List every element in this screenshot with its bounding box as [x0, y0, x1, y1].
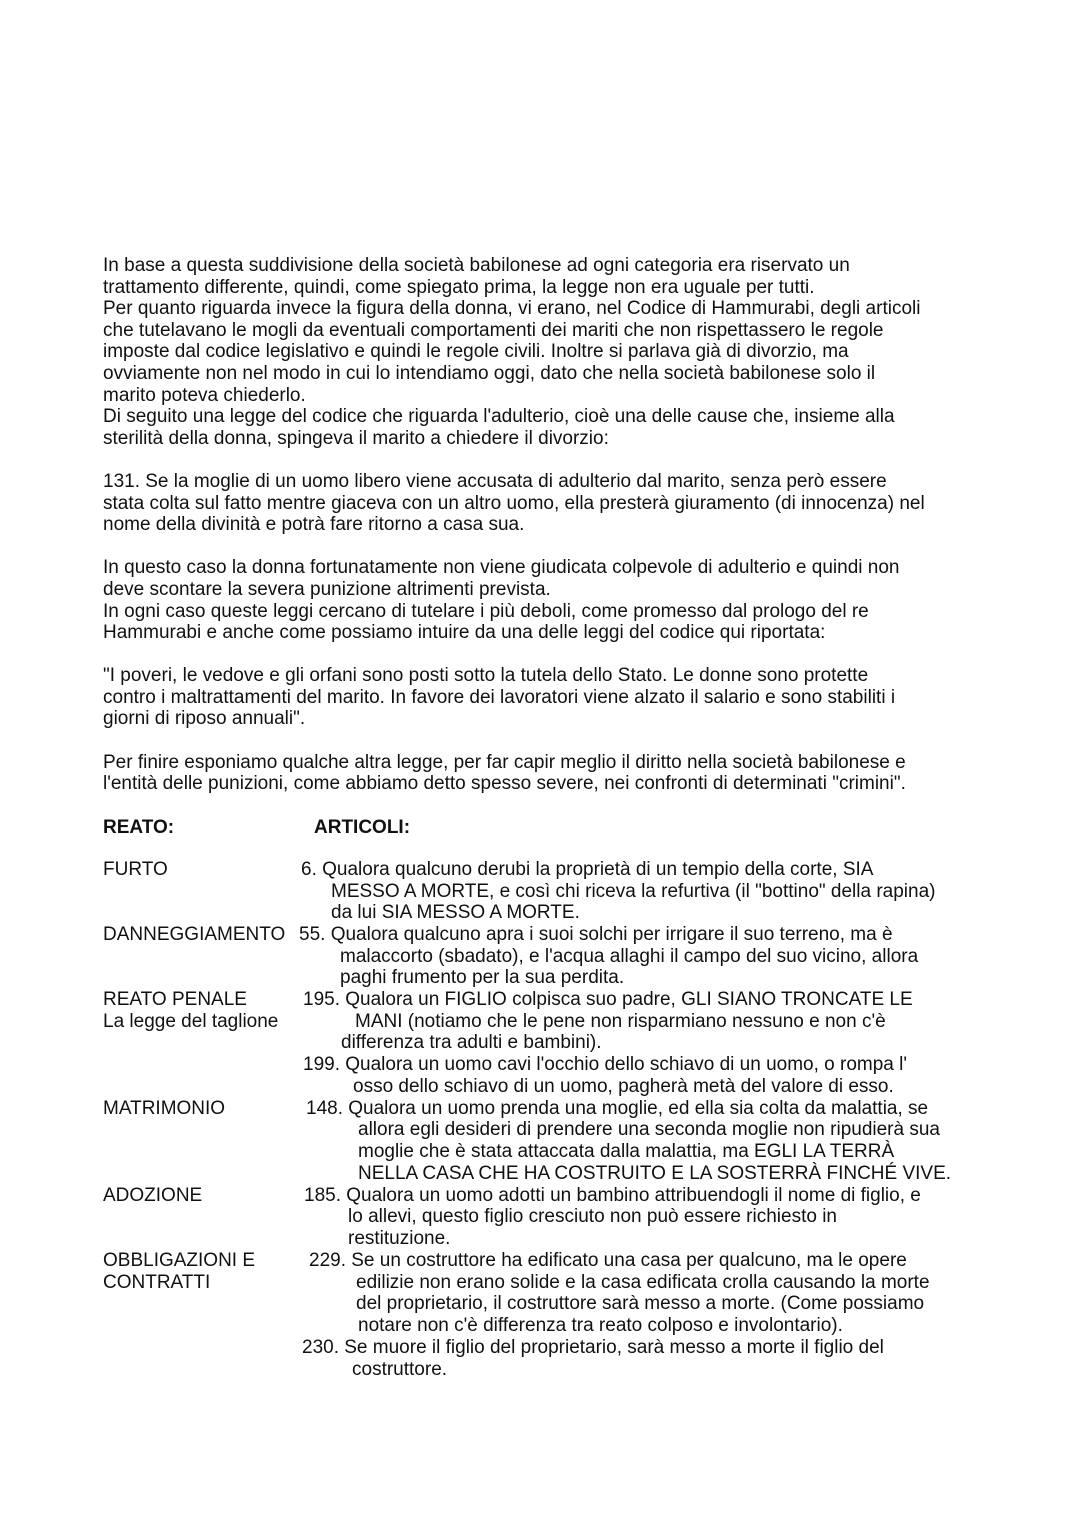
article-line: paghi frumento per la sua perdita.: [340, 967, 625, 989]
article-line: osso dello schiavo di un uomo, pagherà metà del valore di esso.: [353, 1076, 894, 1098]
article-line: 185. Qualora un uomo adotti un bambino attribuendogli il nome di figlio, e: [304, 1185, 921, 1207]
paragraph-gap: [103, 644, 983, 666]
article-line: MESSO A MORTE, e così chi riceva la refurtiva (il "bottino" della rapina): [331, 881, 936, 903]
article-line: notare non c'è differenza tra reato colposo e involontario).: [358, 1315, 843, 1337]
paragraph-commentary: [103, 557, 983, 643]
paragraph-quote: [103, 665, 983, 730]
paragraph-intro: [103, 255, 983, 449]
text-line: Per quanto riguarda invece la figura della donna, vi erano, nel Codice di Hammurabi, degli articoli: [103, 298, 921, 320]
header-articoli: ARTICOLI:: [314, 817, 411, 839]
crime-label: FURTO: [103, 859, 168, 881]
text-line: marito poteva chiederlo.: [103, 384, 306, 406]
article-line: NELLA CASA CHE HA COSTRUITO E LA SOSTERRÀ FINCHÉ VIVE.: [358, 1163, 952, 1185]
paragraph-gap: [103, 449, 983, 471]
article-line: del proprietario, il costruttore sarà messo a morte. (Come possiamo: [356, 1293, 925, 1315]
text-line: nome della divinità e potrà fare ritorno a casa sua.: [103, 514, 525, 536]
article-line: differenza tra adulti e bambini).: [341, 1032, 602, 1054]
paragraph-gap: [103, 536, 983, 558]
article-line: da lui SIA MESSO A MORTE.: [331, 902, 580, 924]
text-line: l'entità delle punizioni, come abbiamo detto spesso severe, nei confronti di determinati "crimini".: [103, 773, 906, 795]
crime-label: REATO PENALE: [103, 989, 247, 1011]
article-line: edilizie non erano solide e la casa edificata crolla causando la morte: [356, 1272, 930, 1294]
article-line: 199. Qualora un uomo cavi l'occhio dello schiavo di un uomo, o rompa l': [303, 1054, 907, 1076]
article-line: malaccorto (sbadato), e l'acqua allaghi il campo del suo vicino, allora: [340, 946, 919, 968]
text-line: "I poveri, le vedove e gli orfani sono posti sotto la tutela dello Stato. Le donne sono protette: [103, 665, 869, 687]
crime-label: DANNEGGIAMENTO: [103, 924, 286, 946]
article-line: 148. Qualora un uomo prenda una moglie, ed ella sia colta da malattia, se: [306, 1098, 929, 1120]
text-line: stata colta sul fatto mentre giaceva con un altro uomo, ella presterà giuramento (di innocenza) nel: [103, 492, 925, 514]
crime-label: ADOZIONE: [103, 1185, 203, 1207]
text-line: giorni di riposo annuali".: [103, 708, 306, 730]
article-line: lo allevi, questo figlio cresciuto non può essere richiesto in: [348, 1206, 837, 1228]
crime-label: MATRIMONIO: [103, 1098, 226, 1120]
crime-label: OBBLIGAZIONI E: [103, 1250, 256, 1272]
crime-label: La legge del taglione: [103, 1011, 279, 1033]
text-line: In ogni caso queste leggi cercano di tutelare i più deboli, come promesso dal prologo del re: [103, 600, 869, 622]
article-line: 195. Qualora un FIGLIO colpisca suo padre, GLI SIANO TRONCATE LE: [303, 989, 913, 1011]
article-line: 6. Qualora qualcuno derubi la proprietà di un tempio della corte, SIA: [301, 859, 874, 881]
text-line: Di seguito una legge del codice che riguarda l'adulterio, cioè una delle cause che, insieme alla: [103, 406, 895, 428]
text-line: che tutelavano le mogli da eventuali comportamenti dei mariti che non rispettassero le regole: [103, 319, 884, 341]
article-line: 230. Se muore il figlio del proprietario, sarà messo a morte il figlio del: [302, 1337, 884, 1359]
paragraph-gap: [103, 730, 983, 752]
text-line: In questo caso la donna fortunatamente non viene giudicata colpevole di adulterio e quindi non: [103, 557, 900, 579]
crimes-table: [103, 859, 983, 1419]
article-line: costruttore.: [352, 1359, 448, 1381]
text-line: Per finire esponiamo qualche altra legge, per far capir meglio il diritto nella società babilonese e: [103, 751, 906, 773]
text-line: imposte dal codice legislativo e quindi le regole civili. Inoltre si parlava già di divorzio, ma: [103, 341, 849, 363]
article-line: MANI (notiamo che le pene non risparmiano nessuno e non c'è: [355, 1011, 886, 1033]
text-line: contro i maltrattamenti del marito. In favore dei lavoratori viene alzato il salario e sono stabiliti i: [103, 686, 896, 708]
text-line: 131. Se la moglie di un uomo libero viene accusata di adulterio dal marito, senza però essere: [103, 470, 887, 492]
table-header: [103, 817, 983, 839]
paragraph-gap: [103, 795, 983, 817]
text-line: trattamento differente, quindi, come spiegato prima, la legge non era uguale per tutti.: [103, 276, 815, 298]
paragraph-law-131: [103, 471, 983, 536]
text-line: deve scontare la severa punizione altrimenti prevista.: [103, 578, 551, 600]
article-line: allora egli desideri di prendere una seconda moglie non ripudierà sua: [358, 1119, 940, 1141]
crime-label: CONTRATTI: [103, 1272, 211, 1294]
paragraph-conclusion: [103, 752, 983, 795]
header-reato: REATO:: [103, 817, 175, 839]
article-line: 229. Se un costruttore ha edificato una casa per qualcuno, ma le opere: [309, 1250, 907, 1272]
article-line: 55. Qualora qualcuno apra i suoi solchi per irrigare il suo terreno, ma è: [299, 924, 893, 946]
text-line: Hammurabi e anche come possiamo intuire da una delle leggi del codice qui riportata:: [103, 622, 826, 644]
article-line: restituzione.: [348, 1228, 451, 1250]
text-line: In base a questa suddivisione della società babilonese ad ogni categoria era riservato un: [103, 255, 850, 276]
document-page: [103, 255, 983, 1419]
text-line: sterilità della donna, spingeva il marito a chiedere il divorzio:: [103, 427, 609, 449]
article-line: moglie che è stata attaccata dalla malattia, ma EGLI LA TERRÀ: [358, 1141, 895, 1163]
text-line: ovviamente non nel modo in cui lo intendiamo oggi, dato che nella società babilonese solo il: [103, 362, 876, 384]
